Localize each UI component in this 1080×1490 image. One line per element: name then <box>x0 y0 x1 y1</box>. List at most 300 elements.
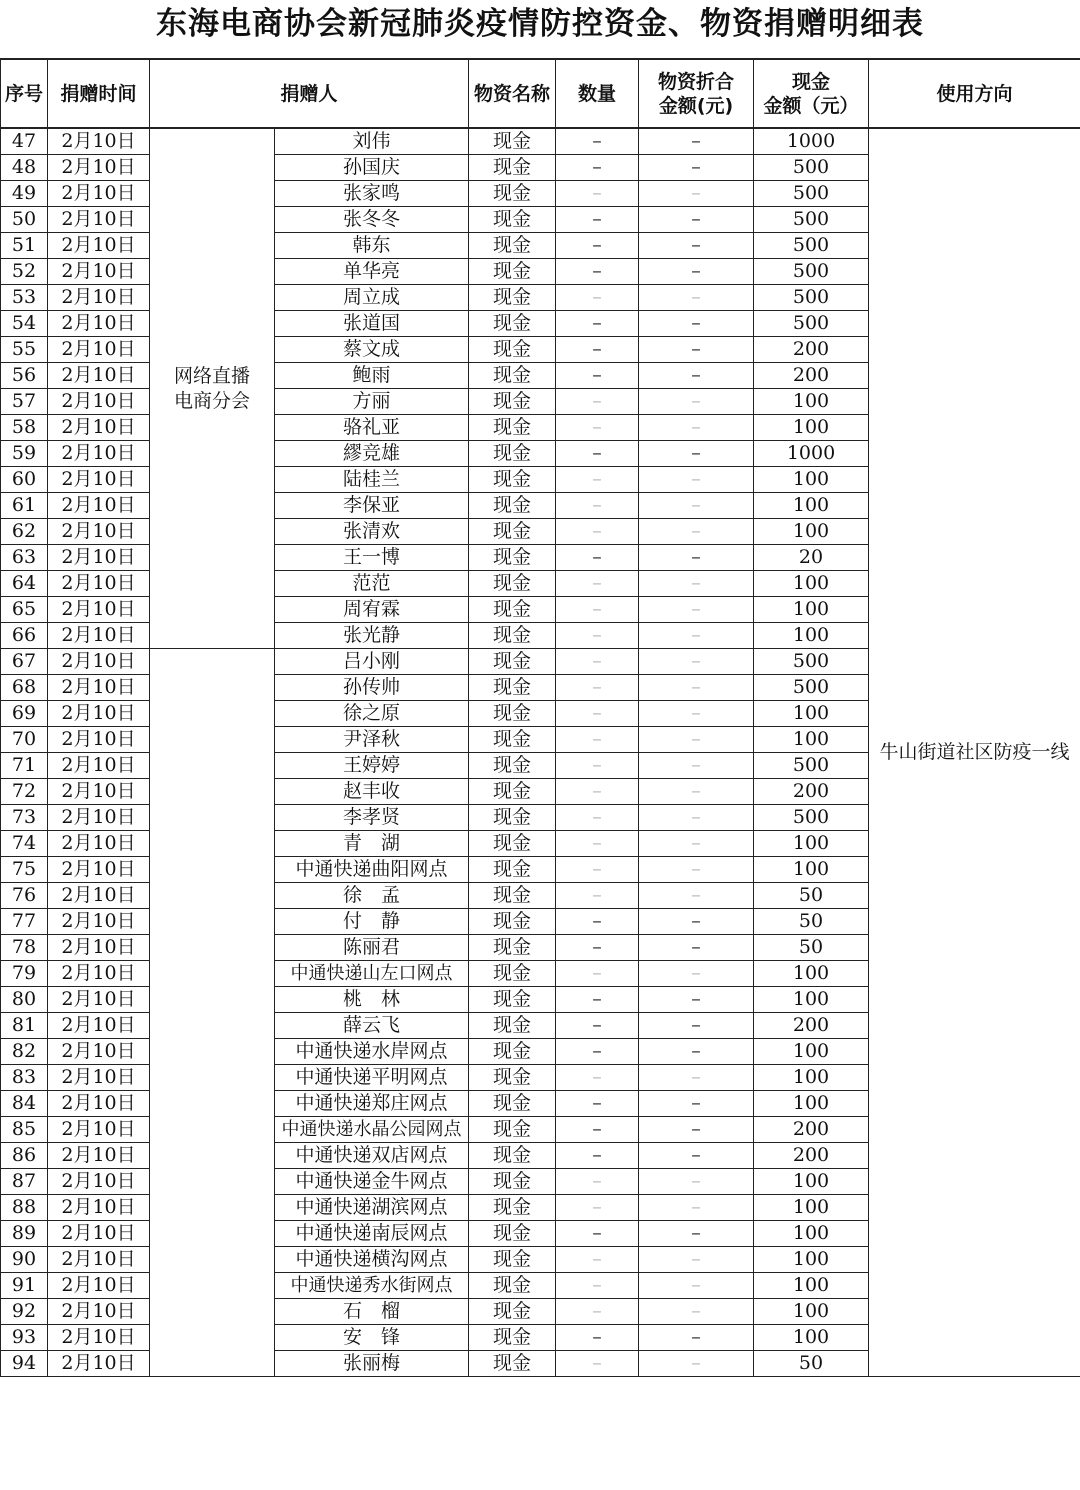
row-value: – <box>639 571 754 597</box>
row-seq: 77 <box>1 909 48 935</box>
page-title: 东海电商协会新冠肺炎疫情防控资金、物资捐赠明细表 <box>156 6 924 42</box>
row-seq: 69 <box>1 701 48 727</box>
header-cash <box>754 59 869 128</box>
row-value: – <box>639 857 754 883</box>
row-date: 2月10日 <box>48 623 150 649</box>
row-date: 2月10日 <box>48 1117 150 1143</box>
row-seq: 80 <box>1 987 48 1013</box>
row-item: 现金 <box>469 1143 556 1169</box>
row-date: 2月10日 <box>48 701 150 727</box>
row-cash-amount: 500 <box>754 181 869 207</box>
row-qty: – <box>556 155 639 181</box>
row-value: – <box>639 128 754 155</box>
row-date: 2月10日 <box>48 805 150 831</box>
row-cash-amount: 500 <box>754 155 869 181</box>
row-date: 2月10日 <box>48 1195 150 1221</box>
row-seq: 75 <box>1 857 48 883</box>
row-seq: 56 <box>1 363 48 389</box>
row-seq: 79 <box>1 961 48 987</box>
header-cash-line1: 现金 <box>792 70 831 93</box>
row-seq: 55 <box>1 337 48 363</box>
row-qty: – <box>556 1143 639 1169</box>
row-date: 2月10日 <box>48 181 150 207</box>
row-date: 2月10日 <box>48 207 150 233</box>
row-item: 现金 <box>469 1273 556 1299</box>
row-cash-amount: 100 <box>754 389 869 415</box>
row-item: 现金 <box>469 1117 556 1143</box>
table-header <box>1 59 1080 128</box>
row-date: 2月10日 <box>48 857 150 883</box>
row-cash-amount: 20 <box>754 545 869 571</box>
row-item: 现金 <box>469 285 556 311</box>
row-donor-name: 徐 孟 <box>275 883 469 909</box>
row-donor-name: 单华亮 <box>275 259 469 285</box>
row-item: 现金 <box>469 207 556 233</box>
row-seq: 65 <box>1 597 48 623</box>
row-value: – <box>639 883 754 909</box>
row-qty: – <box>556 649 639 675</box>
row-seq: 50 <box>1 207 48 233</box>
row-value: – <box>639 545 754 571</box>
row-seq: 87 <box>1 1169 48 1195</box>
row-item: 现金 <box>469 467 556 493</box>
row-seq: 81 <box>1 1013 48 1039</box>
group-label-line2: 电商分会 <box>173 389 250 412</box>
row-qty: – <box>556 233 639 259</box>
row-donor-name: 王婷婷 <box>275 753 469 779</box>
row-cash-amount: 500 <box>754 311 869 337</box>
row-item: 现金 <box>469 311 556 337</box>
row-item: 现金 <box>469 441 556 467</box>
row-item: 现金 <box>469 155 556 181</box>
row-date: 2月10日 <box>48 571 150 597</box>
row-cash-amount: 100 <box>754 1273 869 1299</box>
row-donor-name: 李保亚 <box>275 493 469 519</box>
row-qty: – <box>556 1195 639 1221</box>
row-seq: 61 <box>1 493 48 519</box>
row-item: 现金 <box>469 259 556 285</box>
row-seq: 52 <box>1 259 48 285</box>
row-seq: 54 <box>1 311 48 337</box>
row-value: – <box>639 1247 754 1273</box>
row-seq: 92 <box>1 1299 48 1325</box>
row-item: 现金 <box>469 1065 556 1091</box>
row-date: 2月10日 <box>48 1351 150 1377</box>
row-qty: – <box>556 207 639 233</box>
row-donor-name: 中通快递横沟网点 <box>275 1247 469 1273</box>
row-value: – <box>639 1039 754 1065</box>
row-date: 2月10日 <box>48 597 150 623</box>
row-item: 现金 <box>469 961 556 987</box>
row-seq: 93 <box>1 1325 48 1351</box>
row-cash-amount: 500 <box>754 259 869 285</box>
row-seq: 82 <box>1 1039 48 1065</box>
row-qty: – <box>556 701 639 727</box>
header-cash-line2: 金额（元） <box>763 94 859 117</box>
row-qty: – <box>556 1273 639 1299</box>
row-donor-name: 张冬冬 <box>275 207 469 233</box>
row-donor-name: 中通快递金牛网点 <box>275 1169 469 1195</box>
row-item: 现金 <box>469 805 556 831</box>
row-value: – <box>639 493 754 519</box>
row-donor-name: 周立成 <box>275 285 469 311</box>
row-date: 2月10日 <box>48 909 150 935</box>
row-donor-name: 中通快递平明网点 <box>275 1065 469 1091</box>
row-qty: – <box>556 1065 639 1091</box>
header-donor: 捐赠人 <box>150 59 469 128</box>
row-cash-amount: 50 <box>754 883 869 909</box>
row-qty: – <box>556 753 639 779</box>
row-date: 2月10日 <box>48 961 150 987</box>
row-donor-name: 吕小刚 <box>275 649 469 675</box>
group-label-line1: 网络直播 <box>173 364 250 387</box>
table-body <box>1 128 1080 1377</box>
row-donor-name: 中通快递水晶公园网点 <box>275 1117 469 1143</box>
usage-direction: 牛山街道社区防疫一线 <box>869 128 1080 1377</box>
row-date: 2月10日 <box>48 467 150 493</box>
row-date: 2月10日 <box>48 128 150 155</box>
row-cash-amount: 200 <box>754 1143 869 1169</box>
header-value <box>639 59 754 128</box>
row-qty: – <box>556 597 639 623</box>
row-qty: – <box>556 987 639 1013</box>
row-seq: 83 <box>1 1065 48 1091</box>
row-donor-name: 石 榴 <box>275 1299 469 1325</box>
row-item: 现金 <box>469 1299 556 1325</box>
row-cash-amount: 100 <box>754 467 869 493</box>
row-item: 现金 <box>469 1195 556 1221</box>
row-seq: 89 <box>1 1221 48 1247</box>
row-qty: – <box>556 1325 639 1351</box>
row-qty: – <box>556 1117 639 1143</box>
row-date: 2月10日 <box>48 1299 150 1325</box>
row-date: 2月10日 <box>48 233 150 259</box>
row-date: 2月10日 <box>48 493 150 519</box>
row-cash-amount: 100 <box>754 701 869 727</box>
row-item: 现金 <box>469 1247 556 1273</box>
row-donor-name: 中通快递双店网点 <box>275 1143 469 1169</box>
row-seq: 94 <box>1 1351 48 1377</box>
row-cash-amount: 100 <box>754 571 869 597</box>
row-date: 2月10日 <box>48 415 150 441</box>
row-donor-name: 中通快递曲阳网点 <box>275 857 469 883</box>
row-cash-amount: 500 <box>754 649 869 675</box>
row-value: – <box>639 259 754 285</box>
row-qty: – <box>556 857 639 883</box>
row-item: 现金 <box>469 1351 556 1377</box>
row-donor-name: 王一博 <box>275 545 469 571</box>
row-value: – <box>639 1325 754 1351</box>
row-qty: – <box>556 311 639 337</box>
row-cash-amount: 100 <box>754 623 869 649</box>
row-value: – <box>639 1091 754 1117</box>
row-value: – <box>639 1195 754 1221</box>
row-date: 2月10日 <box>48 1143 150 1169</box>
row-qty: – <box>556 441 639 467</box>
row-item: 现金 <box>469 909 556 935</box>
donor-group-empty <box>150 649 275 1377</box>
row-value: – <box>639 467 754 493</box>
row-cash-amount: 100 <box>754 1169 869 1195</box>
row-cash-amount: 100 <box>754 1247 869 1273</box>
row-donor-name: 徐之原 <box>275 701 469 727</box>
row-cash-amount: 500 <box>754 753 869 779</box>
row-cash-amount: 1000 <box>754 441 869 467</box>
row-date: 2月10日 <box>48 1273 150 1299</box>
row-value: – <box>639 805 754 831</box>
row-cash-amount: 50 <box>754 1351 869 1377</box>
row-value: – <box>639 961 754 987</box>
row-seq: 66 <box>1 623 48 649</box>
row-value: – <box>639 727 754 753</box>
row-donor-name: 安 锋 <box>275 1325 469 1351</box>
row-donor-name: 中通快递郑庄网点 <box>275 1091 469 1117</box>
row-cash-amount: 100 <box>754 1091 869 1117</box>
row-cash-amount: 100 <box>754 415 869 441</box>
row-item: 现金 <box>469 727 556 753</box>
row-date: 2月10日 <box>48 1039 150 1065</box>
table-row <box>1 128 1080 155</box>
row-donor-name: 中通快递水岸网点 <box>275 1039 469 1065</box>
row-value: – <box>639 1221 754 1247</box>
row-cash-amount: 100 <box>754 1299 869 1325</box>
row-date: 2月10日 <box>48 1013 150 1039</box>
row-item: 现金 <box>469 233 556 259</box>
row-qty: – <box>556 1169 639 1195</box>
row-value: – <box>639 285 754 311</box>
row-qty: – <box>556 883 639 909</box>
row-item: 现金 <box>469 597 556 623</box>
row-value: – <box>639 337 754 363</box>
row-value: – <box>639 363 754 389</box>
row-item: 现金 <box>469 181 556 207</box>
row-cash-amount: 50 <box>754 935 869 961</box>
row-item: 现金 <box>469 831 556 857</box>
row-value: – <box>639 701 754 727</box>
row-donor-name: 张光静 <box>275 623 469 649</box>
row-donor-name: 张道国 <box>275 311 469 337</box>
row-item: 现金 <box>469 701 556 727</box>
row-seq: 62 <box>1 519 48 545</box>
row-qty: – <box>556 571 639 597</box>
row-cash-amount: 100 <box>754 519 869 545</box>
row-item: 现金 <box>469 1169 556 1195</box>
header-usage: 使用方向 <box>869 59 1080 128</box>
row-seq: 90 <box>1 1247 48 1273</box>
row-donor-name: 张丽梅 <box>275 1351 469 1377</box>
row-qty: – <box>556 675 639 701</box>
row-date: 2月10日 <box>48 337 150 363</box>
row-seq: 47 <box>1 128 48 155</box>
row-donor-name: 赵丰收 <box>275 779 469 805</box>
row-value: – <box>639 909 754 935</box>
row-qty: – <box>556 1039 639 1065</box>
row-value: – <box>639 441 754 467</box>
row-qty: – <box>556 1247 639 1273</box>
row-donor-name: 繆竞雄 <box>275 441 469 467</box>
row-item: 现金 <box>469 857 556 883</box>
row-donor-name: 范范 <box>275 571 469 597</box>
row-value: – <box>639 987 754 1013</box>
row-item: 现金 <box>469 1091 556 1117</box>
row-cash-amount: 500 <box>754 675 869 701</box>
row-date: 2月10日 <box>48 753 150 779</box>
row-seq: 68 <box>1 675 48 701</box>
row-seq: 86 <box>1 1143 48 1169</box>
row-item: 现金 <box>469 779 556 805</box>
row-seq: 64 <box>1 571 48 597</box>
row-date: 2月10日 <box>48 285 150 311</box>
row-seq: 74 <box>1 831 48 857</box>
row-qty: – <box>556 285 639 311</box>
row-value: – <box>639 207 754 233</box>
row-seq: 53 <box>1 285 48 311</box>
row-donor-name: 张家鸣 <box>275 181 469 207</box>
row-value: – <box>639 155 754 181</box>
row-item: 现金 <box>469 389 556 415</box>
row-donor-name: 蔡文成 <box>275 337 469 363</box>
row-seq: 57 <box>1 389 48 415</box>
row-cash-amount: 1000 <box>754 128 869 155</box>
row-value: – <box>639 181 754 207</box>
row-date: 2月10日 <box>48 779 150 805</box>
row-qty: – <box>556 623 639 649</box>
row-donor-name: 付 静 <box>275 909 469 935</box>
row-cash-amount: 500 <box>754 207 869 233</box>
row-date: 2月10日 <box>48 259 150 285</box>
row-date: 2月10日 <box>48 831 150 857</box>
row-value: – <box>639 1299 754 1325</box>
row-item: 现金 <box>469 649 556 675</box>
row-qty: – <box>556 935 639 961</box>
row-item: 现金 <box>469 883 556 909</box>
row-value: – <box>639 389 754 415</box>
row-date: 2月10日 <box>48 1091 150 1117</box>
row-qty: – <box>556 1351 639 1377</box>
donation-table <box>0 58 1080 1377</box>
row-item: 现金 <box>469 519 556 545</box>
header-value-line2: 金额(元) <box>658 94 734 117</box>
row-cash-amount: 100 <box>754 961 869 987</box>
row-item: 现金 <box>469 493 556 519</box>
row-qty: – <box>556 727 639 753</box>
row-value: – <box>639 623 754 649</box>
row-cash-amount: 200 <box>754 337 869 363</box>
row-date: 2月10日 <box>48 675 150 701</box>
row-qty: – <box>556 545 639 571</box>
row-seq: 51 <box>1 233 48 259</box>
row-value: – <box>639 675 754 701</box>
row-seq: 49 <box>1 181 48 207</box>
row-seq: 58 <box>1 415 48 441</box>
row-date: 2月10日 <box>48 649 150 675</box>
row-value: – <box>639 1351 754 1377</box>
donor-group-label <box>150 128 275 649</box>
row-item: 现金 <box>469 363 556 389</box>
row-date: 2月10日 <box>48 935 150 961</box>
row-cash-amount: 200 <box>754 1013 869 1039</box>
row-date: 2月10日 <box>48 389 150 415</box>
row-seq: 71 <box>1 753 48 779</box>
row-donor-name: 孙国庆 <box>275 155 469 181</box>
row-donor-name: 骆礼亚 <box>275 415 469 441</box>
row-cash-amount: 500 <box>754 233 869 259</box>
row-cash-amount: 200 <box>754 779 869 805</box>
row-seq: 73 <box>1 805 48 831</box>
row-item: 现金 <box>469 675 556 701</box>
row-donor-name: 方丽 <box>275 389 469 415</box>
row-donor-name: 韩东 <box>275 233 469 259</box>
row-value: – <box>639 311 754 337</box>
row-date: 2月10日 <box>48 1065 150 1091</box>
row-value: – <box>639 779 754 805</box>
row-qty: – <box>556 805 639 831</box>
row-cash-amount: 50 <box>754 909 869 935</box>
row-donor-name: 桃 林 <box>275 987 469 1013</box>
row-seq: 67 <box>1 649 48 675</box>
row-qty: – <box>556 1091 639 1117</box>
row-cash-amount: 100 <box>754 1039 869 1065</box>
row-date: 2月10日 <box>48 519 150 545</box>
row-value: – <box>639 753 754 779</box>
row-qty: – <box>556 909 639 935</box>
row-qty: – <box>556 493 639 519</box>
row-date: 2月10日 <box>48 1247 150 1273</box>
row-item: 现金 <box>469 753 556 779</box>
row-seq: 59 <box>1 441 48 467</box>
row-cash-amount: 500 <box>754 285 869 311</box>
row-item: 现金 <box>469 987 556 1013</box>
row-donor-name: 鲍雨 <box>275 363 469 389</box>
row-seq: 63 <box>1 545 48 571</box>
row-seq: 76 <box>1 883 48 909</box>
row-cash-amount: 100 <box>754 727 869 753</box>
row-donor-name: 尹泽秋 <box>275 727 469 753</box>
row-date: 2月10日 <box>48 1221 150 1247</box>
row-value: – <box>639 233 754 259</box>
row-qty: – <box>556 519 639 545</box>
row-seq: 91 <box>1 1273 48 1299</box>
row-seq: 72 <box>1 779 48 805</box>
row-donor-name: 薛云飞 <box>275 1013 469 1039</box>
row-qty: – <box>556 1299 639 1325</box>
row-value: – <box>639 1013 754 1039</box>
row-donor-name: 中通快递山左口网点 <box>275 961 469 987</box>
row-item: 现金 <box>469 1039 556 1065</box>
row-seq: 48 <box>1 155 48 181</box>
row-item: 现金 <box>469 415 556 441</box>
row-value: – <box>639 1117 754 1143</box>
row-cash-amount: 100 <box>754 1195 869 1221</box>
row-cash-amount: 100 <box>754 1325 869 1351</box>
row-qty: – <box>556 1013 639 1039</box>
row-cash-amount: 100 <box>754 1065 869 1091</box>
row-qty: – <box>556 259 639 285</box>
row-cash-amount: 200 <box>754 1117 869 1143</box>
row-date: 2月10日 <box>48 363 150 389</box>
row-value: – <box>639 1065 754 1091</box>
row-date: 2月10日 <box>48 727 150 753</box>
row-value: – <box>639 831 754 857</box>
row-date: 2月10日 <box>48 545 150 571</box>
row-date: 2月10日 <box>48 441 150 467</box>
row-cash-amount: 100 <box>754 987 869 1013</box>
row-qty: – <box>556 337 639 363</box>
row-value: – <box>639 597 754 623</box>
row-item: 现金 <box>469 935 556 961</box>
row-donor-name: 青 湖 <box>275 831 469 857</box>
row-donor-name: 陆桂兰 <box>275 467 469 493</box>
